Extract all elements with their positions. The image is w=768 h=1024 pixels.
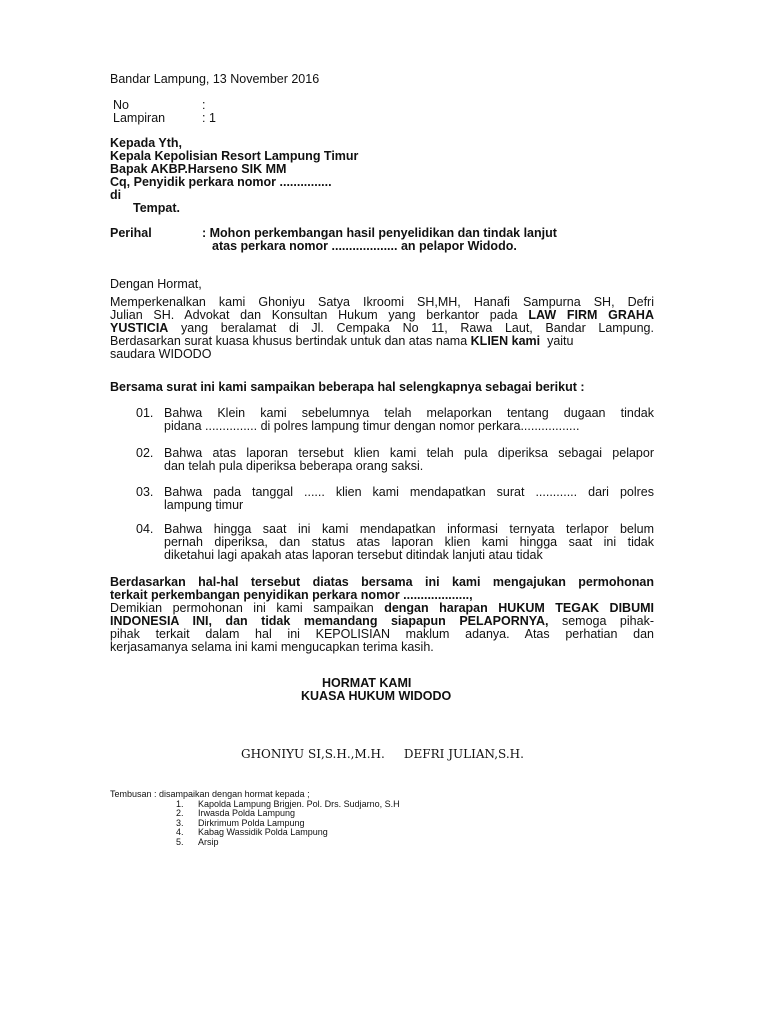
recipient-line-3: Bapak AKBP.Harseno SIK MM <box>110 162 287 176</box>
closing-line-3: pihak terkait dalam hal ini KEPOLISIAN maklum adanya. Atas perhatian dan <box>110 627 654 641</box>
tembusan-number: 3. <box>176 818 184 828</box>
recipient-line-1: Kepada Yth, <box>110 136 183 150</box>
intro-line-4c: yaitu <box>547 334 574 348</box>
closing-line-2 <box>110 614 654 628</box>
item-line: pidana ............... di polres lampung timur dengan nomor perkara................. <box>164 419 580 433</box>
closing-line-1a: Demikian permohonan ini kami sampaikan <box>110 601 374 615</box>
intro-line-5: saudara WIDODO <box>110 347 212 361</box>
list-heading: Bersama surat ini kami sampaikan beberapa hal selengkapnya sebagai berikut : <box>110 380 585 394</box>
firm-name-part-2: YUSTICIA <box>110 321 169 335</box>
item-number: 01. <box>136 406 154 420</box>
intro-line-3 <box>110 321 654 335</box>
closing-bold-line-2: terkait perkembangan penyidikan perkara nomor ..................., <box>110 588 473 602</box>
tembusan-number: 1. <box>176 799 184 809</box>
tembusan-number: 5. <box>176 837 184 847</box>
item-line: dan telah pula diperiksa beberapa orang saksi. <box>164 459 424 473</box>
signoff-line-2: KUASA HUKUM WIDODO <box>301 689 452 703</box>
item-number: 03. <box>136 485 154 499</box>
recipient-line-2: Kepala Kepolisian Resort Lampung Timur <box>110 149 359 163</box>
item-line: Bahwa atas laporan tersebut klien kami telah pula diperiksa sebagai pelapor <box>164 446 654 460</box>
item-line: lampung timur <box>164 498 244 512</box>
tembusan-heading: Tembusan : disampaikan dengan hormat kepada ; <box>110 789 310 799</box>
item-line: Bahwa Klein kami sebelumnya telah melaporkan tentang dugaan tindak <box>164 406 654 420</box>
tembusan-number: 4. <box>176 827 184 837</box>
client-label: KLIEN kami <box>470 334 541 348</box>
item-line: Bahwa pada tanggal ...... klien kami mendapatkan surat ............ dari polres <box>164 485 654 499</box>
date-line: Bandar Lampung, 13 November 2016 <box>110 72 320 86</box>
item-line: pernah diperiksa, dan status atas laporan klien kami hingga saat ini tidak <box>164 535 654 549</box>
closing-line-4: kerjasamanya selama ini kami mengucapkan terima kasih. <box>110 640 434 654</box>
recipient-line-4: Cq, Penyidik perkara nomor ............... <box>110 175 332 189</box>
closing-bold-line-1: Berdasarkan hal-hal tersebut diatas bersama ini kami mengajukan permohonan <box>110 575 654 589</box>
tembusan-item: Kabag Wassidik Polda Lampung <box>198 827 328 837</box>
closing-line-2a: INDONESIA INI, dan tidak memandang siapapun PELAPORNYA, <box>110 614 549 628</box>
item-line: diketahui lagi apakah atas laporan tersebut ditindak lanjuti atau tidak <box>164 548 543 562</box>
signoff-line-1: HORMAT KAMI <box>322 676 412 690</box>
tembusan-number: 2. <box>176 808 184 818</box>
intro-line-2 <box>110 308 654 322</box>
tembusan-item: Kapolda Lampung Brigjen. Pol. Drs. Sudjarno, S.H <box>198 799 400 809</box>
closing-line-1 <box>110 601 654 615</box>
tembusan-item: Arsip <box>198 837 219 847</box>
closing-line-2b: semoga pihak- <box>561 614 654 628</box>
intro-line-4 <box>110 334 573 348</box>
subject-line-1: : Mohon perkembangan hasil penyelidikan dan tindak lanjut <box>202 226 557 240</box>
greeting: Dengan Hormat, <box>110 277 202 291</box>
subject-line-2: atas perkara nomor ................... an pelapor Widodo. <box>212 239 517 253</box>
item-line: Bahwa hingga saat ini kami mendapatkan informasi ternyata terlapor belum <box>164 522 654 536</box>
intro-line-1: Memperkenalkan kami Ghoniyu Satya Ikroomi SH,MH, Hanafi Sampurna SH, Defri <box>110 295 654 309</box>
closing-line-1b: dengan harapan HUKUM TEGAK DIBUMI <box>384 601 654 615</box>
item-number: 02. <box>136 446 154 460</box>
recipient-line-5: di <box>110 188 122 202</box>
lampiran-value: : 1 <box>202 111 216 125</box>
no-label: No <box>113 98 129 112</box>
firm-name-part-1: LAW FIRM GRAHA <box>528 308 654 322</box>
intro-line-2a: Julian SH. Advokat dan Konsultan Hukum yang berkantor pada <box>110 308 518 322</box>
intro-line-4a: Berdasarkan surat kuasa khusus bertindak untuk dan atas nama <box>110 334 468 348</box>
no-value: : <box>202 98 206 112</box>
subject-label: Perihal <box>110 226 152 240</box>
item-number: 04. <box>136 522 154 536</box>
intro-line-3b: yang beralamat di Jl. Cempaka No 11, Rawa Laut, Bandar Lampung. <box>181 321 654 335</box>
signatories: GHONIYU SI,S.H.,M.H. DEFRI JULIAN,S.H. <box>241 747 524 761</box>
tembusan-item: Dirkrimum Polda Lampung <box>198 818 305 828</box>
recipient-line-6: Tempat. <box>133 201 180 215</box>
lampiran-label: Lampiran <box>113 111 166 125</box>
tembusan-item: Irwasda Polda Lampung <box>198 808 296 818</box>
